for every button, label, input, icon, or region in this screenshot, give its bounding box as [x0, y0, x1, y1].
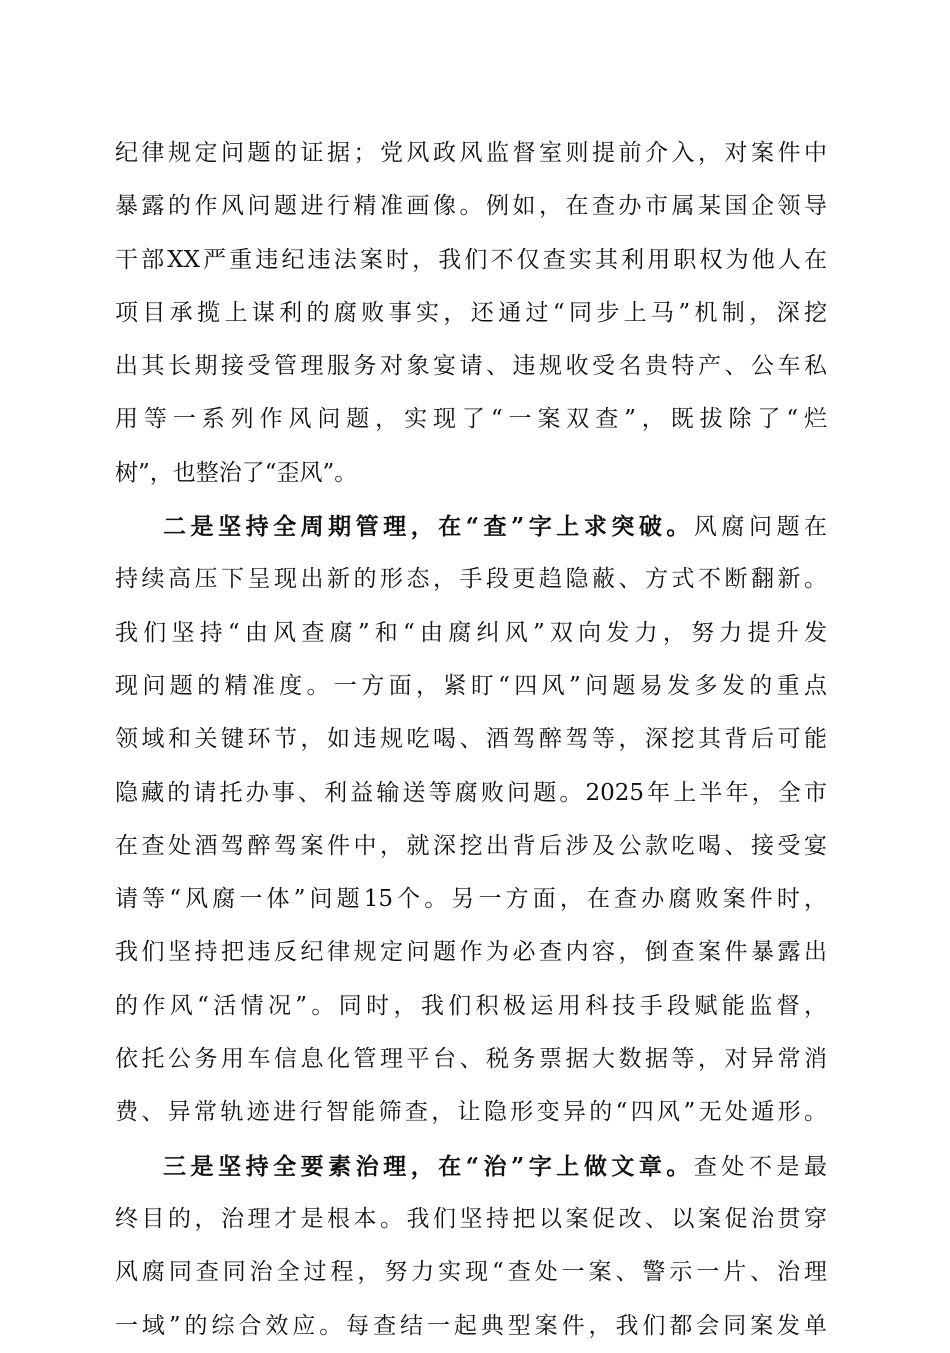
text-line: 项目承揽上谋利的腐败事实，还通过“同步上马”机制，深挖 [115, 299, 827, 326]
text-line: 领域和关键环节，如违规吃喝、酒驾醉驾等，深挖其背后可能 [115, 726, 827, 753]
text-line: 我们坚持把违反纪律规定问题作为必查内容，倒查案件暴露出 [115, 939, 827, 966]
text-line: 现问题的精准度。一方面，紧盯“四风”问题易发多发的重点 [115, 672, 827, 699]
paragraph-heading-line [115, 500, 827, 553]
paragraph-heading: 二是坚持全周期管理，在“查”字上求突破。 [163, 513, 694, 541]
text-line: 干部XX严重违纪违法案时，我们不仅查实其利用职权为他人在 [115, 246, 827, 273]
text-line: 持续高压下呈现出新的形态，手段更趋隐蔽、方式不断翻新。 [115, 566, 827, 593]
text-line: 纪律规定问题的证据；党风政风监督室则提前介入，对案件中 [115, 140, 827, 166]
text-line: 风腐同查同治全过程，努力实现“查处一案、警示一片、治理 [115, 1259, 827, 1286]
paragraph-text: 风腐问题在 [693, 514, 827, 541]
text-line: 一域”的综合效应。每查结一起典型案件，我们都会同案发单 [115, 1312, 827, 1339]
text-line: 树”，也整治了“歪风”。 [115, 459, 358, 486]
text-line: 终目的，治理才是根本。我们坚持把以案促改、以案促治贯穿 [115, 1205, 827, 1232]
text-line: 的作风“活情况”。同时，我们积极运用科技手段赋能监督， [115, 992, 827, 1019]
text-line: 用等一系列作风问题，实现了“一案双查”，既拔除了“烂 [115, 406, 827, 433]
body-text [115, 127, 827, 1353]
text-line: 我们坚持“由风查腐”和“由腐纠风”双向发力，努力提升发 [115, 619, 827, 646]
paragraph-heading: 三是坚持全要素治理，在“治”字上做文章。 [163, 1152, 694, 1180]
text-line: 依托公务用车信息化管理平台、税务票据大数据等，对异常消 [115, 1046, 827, 1073]
text-line: 在查处酒驾醉驾案件中，就深挖出背后涉及公款吃喝、接受宴 [115, 832, 827, 859]
text-line: 出其长期接受管理服务对象宴请、违规收受名贵特产、公车私 [115, 353, 827, 380]
text-line: 暴露的作风问题进行精准画像。例如，在查办市属某国企领导 [115, 193, 827, 220]
text-line: 费、异常轨迹进行智能筛查，让隐形变异的“四风”无处遁形。 [115, 1099, 827, 1126]
text-line: 隐藏的请托办事、利益输送等腐败问题。2025年上半年，全市 [115, 779, 827, 806]
text-line: 请等“风腐一体”问题15个。另一方面，在查办腐败案件时， [115, 886, 827, 913]
paragraph-text: 查处不是最 [693, 1153, 827, 1180]
paragraph-heading-line [115, 1140, 827, 1193]
